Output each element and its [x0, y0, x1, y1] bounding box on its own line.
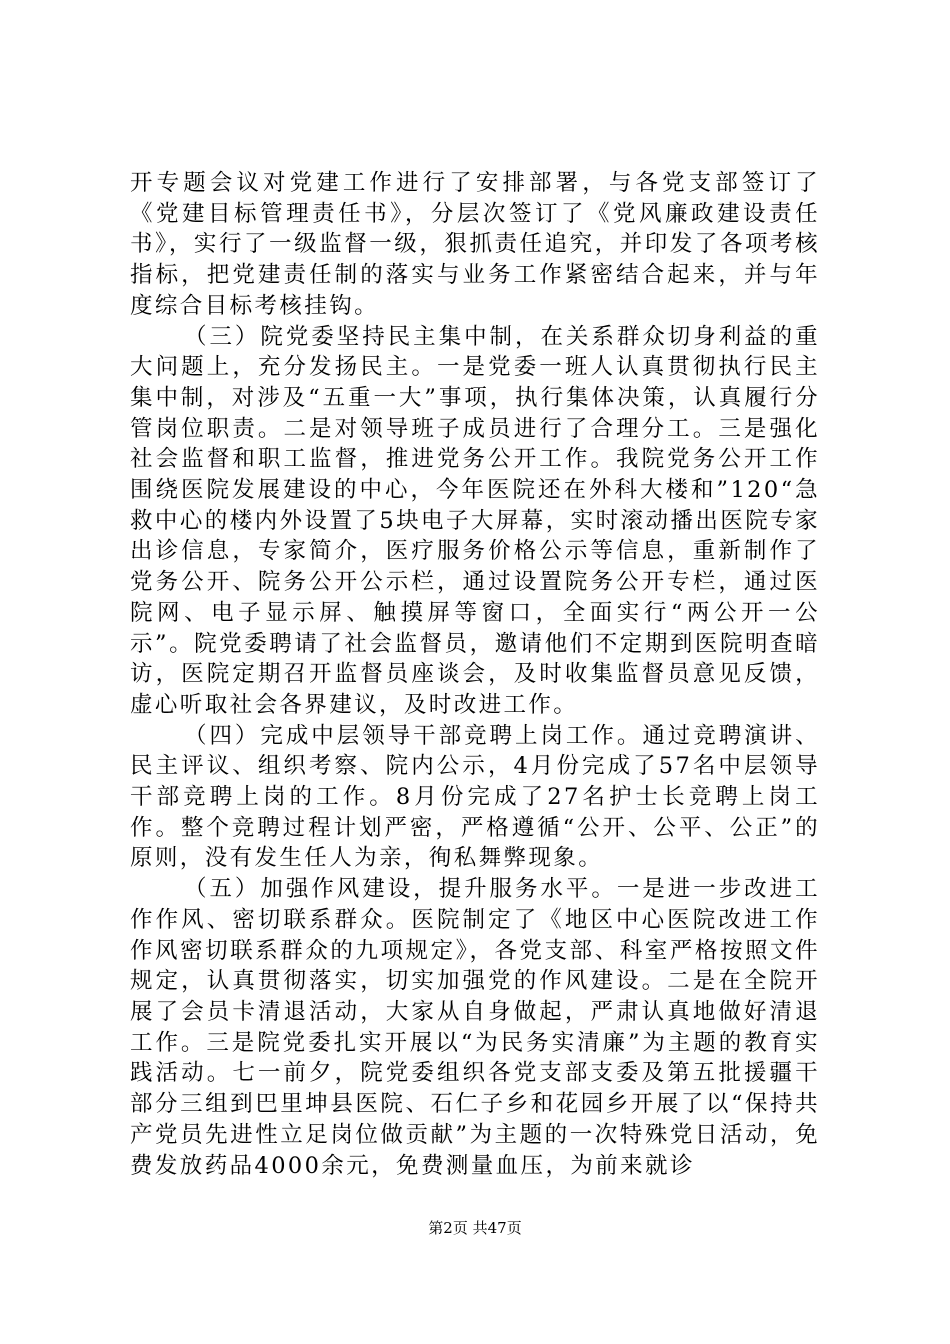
document-body [130, 168, 820, 1181]
paragraph-1: 开专题会议对党建工作进行了安排部署，与各党支部签订了《党建目标管理责任书》，分层次签订了《党风廉政建设责任书》，实行了一级监督一级，狠抓责任追究，并印发了各项考核指标，把党建责任制的落实与业务工作紧密结合起来，并与年度综合目标考核挂钩。 [130, 170, 820, 319]
paragraph-3: （四）完成中层领导干部竞聘上岗工作。通过竞聘演讲、民主评议、组织考察、院内公示，4月份完成了57名中层领导干部竞聘上岗的工作。8月份完成了27名护士长竞聘上岗工作。整个竞聘过程计划严密，严格遵循“公开、公平、公正”的原则，没有发生任人为亲，徇私舞弊现象。 [130, 722, 820, 872]
paragraph-2: （三）院党委坚持民主集中制，在关系群众切身利益的重大问题上，充分发扬民主。一是党委一班人认真贯彻执行民主集中制，对涉及“五重一大”事项，执行集体决策，认真履行分管岗位职责。二是对领导班子成员进行了合理分工。三是强化社会监督和职工监督，推进党务公开工作。我院党务公开工作围绕医院发展建设的中心，今年医院还在外科大楼和”120“急救中心的楼内外设置了5块电子大屏幕，实时滚动播出医院专家出诊信息，专家简介，医疗服务价格公示等信息，重新制作了党务公开、院务公开公示栏，通过设置院务公开专栏，通过医院网、电子显示屏、触摸屏等窗口，全面实行“两公开一公示”。院党委聘请了社会监督员，邀请他们不定期到医院明查暗访，医院定期召开监督员座谈会，及时收集监督员意见反馈，虚心听取社会各界建议，及时改进工作。 [130, 323, 820, 718]
paragraph-4: （五）加强作风建设，提升服务水平。一是进一步改进工作作风、密切联系群众。医院制定了《地区中心医院改进工作作风密切联系群众的九项规定》，各党支部、科室严格按照文件规定，认真贯彻落实，切实加强党的作风建设。二是在全院开展了会员卡清退活动，大家从自身做起，严肃认真地做好清退工作。三是院党委扎实开展以“为民务实清廉”为主题的教育实践活动。七一前夕，院党委组织各党支部支委及第五批援疆干部分三组到巴里坤县医院、石仁子乡和花园乡开展了以“保持共产党员先进性立足岗位做贡献”为主题的一次特殊党日活动，免费发放药品4000余元，免费测量血压，为前来就诊 [130, 876, 820, 1179]
page-number-footer: 第2页 共47页 [428, 1219, 522, 1237]
